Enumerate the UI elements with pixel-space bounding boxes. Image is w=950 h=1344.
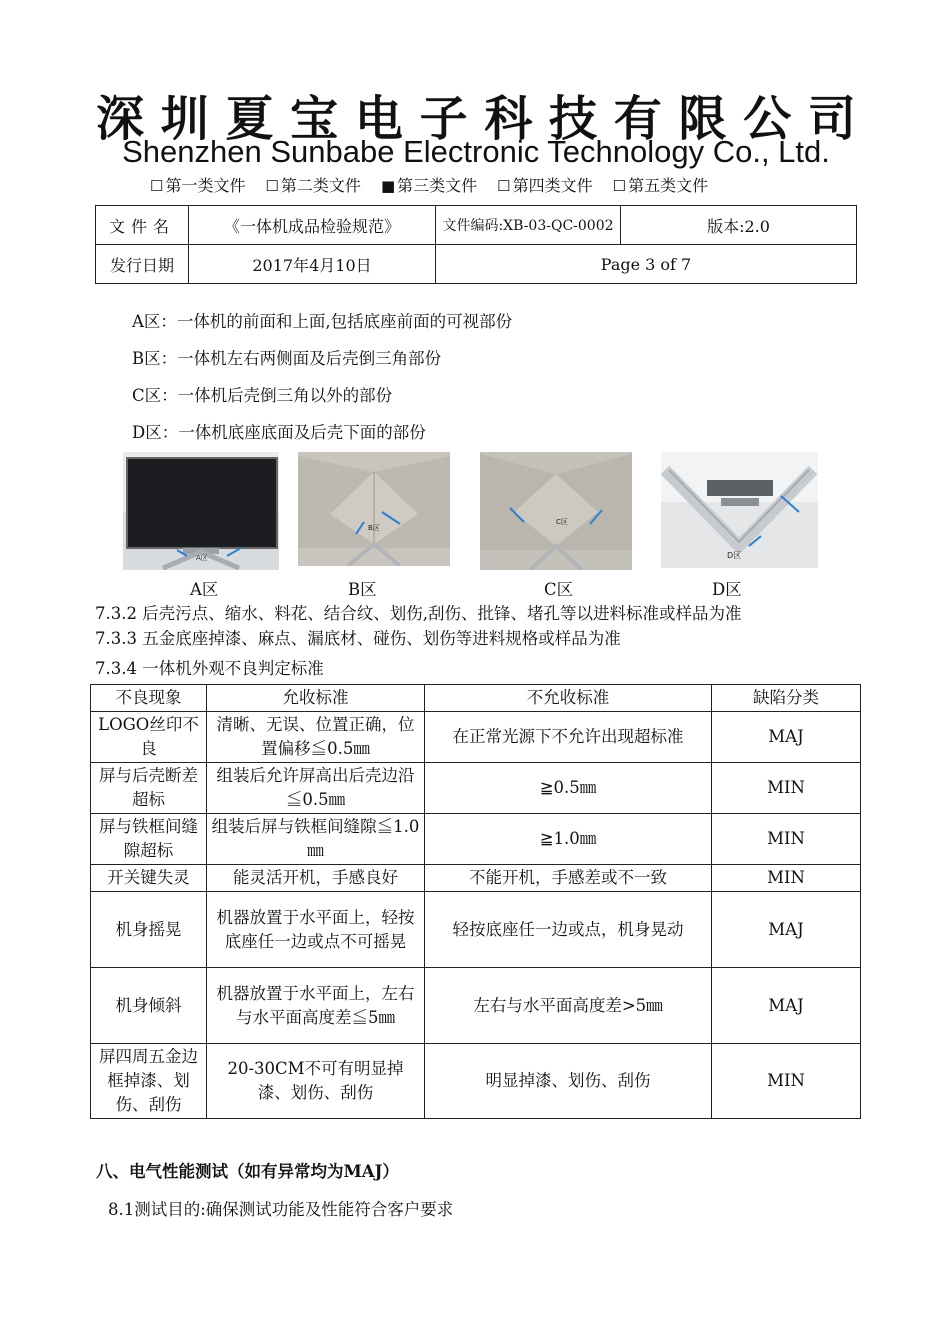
- col-header-accept: 允收标准: [207, 685, 425, 712]
- cell-accept: 清晰、无误、位置正确，位置偏移≦0.5㎜: [207, 712, 425, 763]
- cell-reject: 明显掉漆、划伤、刮伤: [425, 1044, 712, 1119]
- company-name-char: 宝: [290, 90, 339, 147]
- cell-reject: ≧0.5㎜: [425, 763, 712, 814]
- empty-box-icon: ☐: [150, 176, 164, 195]
- cell-class: MIN: [712, 814, 861, 865]
- zone-a-text: A区：一体机的前面和上面,包括底座前面的可视部份: [132, 312, 513, 331]
- cell-defect: 开关键失灵: [91, 865, 207, 892]
- doc-class-label: 第三类文件: [397, 175, 478, 195]
- section-7-3-2: 7.3.2 后壳污点、缩水、料花、结合纹、划伤,刮伤、批锋、堵孔等以进料标准或样品为准: [95, 604, 742, 623]
- doc-class-label: 第二类文件: [280, 175, 361, 195]
- company-name-char: 电: [354, 90, 403, 147]
- company-name-char: 科: [484, 90, 533, 147]
- doc-code: 文件编码:XB-03-QC-0002: [436, 206, 621, 245]
- company-name-char: 公: [743, 90, 792, 147]
- company-name-char: 深: [96, 90, 145, 147]
- doc-class-label: 第四类文件: [512, 175, 593, 195]
- company-name-char: 限: [678, 90, 727, 147]
- photo-zone-b: [298, 452, 450, 566]
- photo-d-label: D区: [727, 551, 742, 560]
- caption-zone-a: A区: [190, 580, 219, 599]
- cell-class: MIN: [712, 865, 861, 892]
- photo-c-label: C区: [556, 518, 568, 526]
- cell-accept: 机器放置于水平面上，左右与水平面高度差≦5㎜: [207, 968, 425, 1044]
- cell-class: MIN: [712, 1044, 861, 1119]
- table-row: [91, 712, 861, 763]
- doc-name-label: 文件名: [96, 206, 189, 245]
- doc-class-label: 第五类文件: [628, 175, 709, 195]
- cell-reject: 左右与水平面高度差>5㎜: [425, 968, 712, 1044]
- col-header-defect: 不良现象: [91, 685, 207, 712]
- cell-class: MAJ: [712, 968, 861, 1044]
- cell-class: MIN: [712, 763, 861, 814]
- cell-accept: 20-30CM不可有明显掉漆、划伤、刮伤: [207, 1044, 425, 1119]
- caption-zone-c: C区: [544, 580, 574, 599]
- doc-name-value: 《一体机成品检验规范》: [189, 206, 436, 245]
- caption-zone-b: B区: [348, 580, 377, 599]
- col-header-reject: 不允收标准: [425, 685, 712, 712]
- cell-reject: 不能开机，手感差或不一致: [425, 865, 712, 892]
- cell-class: MAJ: [712, 712, 861, 763]
- cell-accept: 能灵活开机，手感良好: [207, 865, 425, 892]
- cell-defect: 屏与后壳断差超标: [91, 763, 207, 814]
- cell-accept: 组装后屏与铁框间缝隙≦1.0㎜: [207, 814, 425, 865]
- empty-box-icon: ☐: [612, 176, 627, 195]
- section-7-3-4: 7.3.4 一体机外观不良判定标准: [95, 659, 324, 678]
- doc-class-option: [265, 173, 360, 196]
- table-header-row: [91, 685, 861, 712]
- doc-class-option: [497, 173, 592, 196]
- document-header-table: [95, 205, 857, 284]
- table-row: [91, 1044, 861, 1119]
- company-name-char: 子: [419, 90, 468, 147]
- table-row: [91, 968, 861, 1044]
- zone-b-text: B区：一体机左右两侧面及后壳倒三角部份: [132, 349, 442, 368]
- checked-box-icon: ■: [380, 176, 396, 195]
- cell-accept: 组装后允许屏高出后壳边沿≦0.5㎜: [207, 763, 425, 814]
- cell-accept: 机器放置于水平面上，轻按底座任一边或点不可摇晃: [207, 892, 425, 968]
- cell-reject: 轻按底座任一边或点，机身晃动: [425, 892, 712, 968]
- empty-box-icon: ☐: [497, 176, 511, 195]
- cell-defect: 机身摇晃: [91, 892, 207, 968]
- doc-class-option: [381, 173, 477, 196]
- cell-defect: 屏四周五金边框掉漆、划伤、刮伤: [91, 1044, 207, 1119]
- page-number: Page 3 of 7: [436, 245, 857, 284]
- defect-standard-table: [90, 684, 861, 1119]
- company-name-char: 圳: [160, 90, 209, 147]
- doc-class-option: [150, 173, 245, 196]
- photo-b-label: B区: [368, 524, 380, 532]
- document-class-row: [150, 172, 810, 196]
- company-name-char: 技: [549, 90, 598, 147]
- photo-a-label: A区: [196, 554, 208, 562]
- cell-class: MAJ: [712, 892, 861, 968]
- photo-zone-d: [661, 452, 818, 568]
- company-name-en: Shenzhen Sunbabe Electronic Technology Co., Ltd.: [122, 134, 830, 169]
- section-7-3-3: 7.3.3 五金底座掉漆、麻点、漏底材、碰伤、划伤等进料规格或样品为准: [95, 629, 621, 648]
- table-row: [91, 892, 861, 968]
- section-8-1: 8.1测试目的:确保测试功能及性能符合客户要求: [108, 1200, 454, 1219]
- table-row: [91, 763, 861, 814]
- section-8-title: 八、电气性能测试（如有异常均为MAJ）: [96, 1162, 399, 1181]
- doc-version: 版本:2.0: [621, 206, 857, 245]
- photo-zone-c: [480, 452, 632, 570]
- zone-d-text: D区：一体机底座底面及后壳下面的部份: [132, 423, 426, 442]
- cell-defect: LOGO丝印不良: [91, 712, 207, 763]
- cell-defect: 机身倾斜: [91, 968, 207, 1044]
- photo-zone-a: [123, 452, 279, 570]
- table-row: [91, 865, 861, 892]
- zone-c-text: C区：一体机后壳倒三角以外的部份: [132, 386, 393, 405]
- company-name-char: 夏: [225, 90, 274, 147]
- table-row: [91, 814, 861, 865]
- cell-reject: 在正常光源下不允许出现超标准: [425, 712, 712, 763]
- issue-date-label: 发行日期: [96, 245, 189, 284]
- caption-zone-d: D区: [712, 580, 742, 599]
- cell-defect: 屏与铁框间缝隙超标: [91, 814, 207, 865]
- doc-class-label: 第一类文件: [165, 175, 246, 195]
- col-header-class: 缺陷分类: [712, 685, 861, 712]
- company-name-char: 有: [613, 90, 662, 147]
- issue-date-value: 2017年4月10日: [189, 245, 436, 284]
- empty-box-icon: ☐: [265, 176, 279, 195]
- company-name-char: 司: [807, 90, 856, 147]
- doc-class-option: [613, 173, 708, 196]
- cell-reject: ≧1.0㎜: [425, 814, 712, 865]
- zone-photos: [0, 452, 950, 572]
